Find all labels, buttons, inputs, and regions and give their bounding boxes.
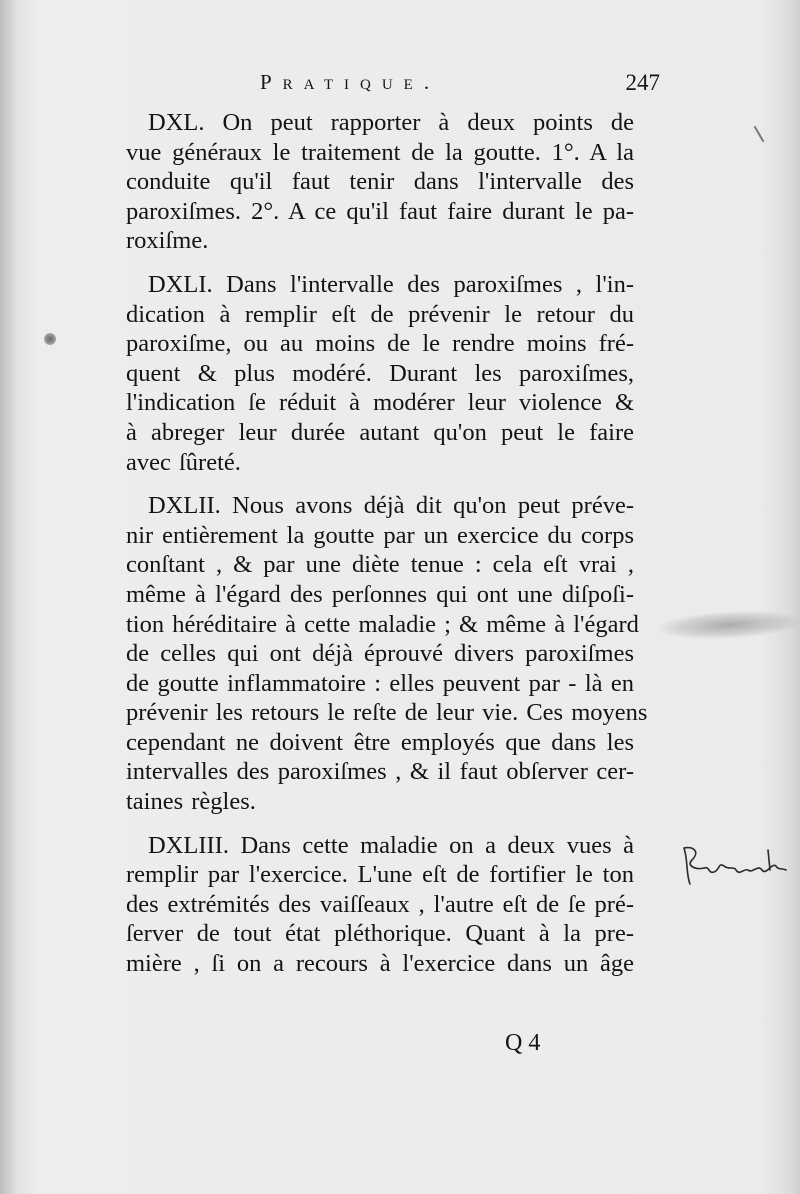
text-line: intervalles des paroxiſmes , & il faut obſerver cer- xyxy=(126,758,634,786)
text-line: DXLII. Nous avons déjà dit qu'on peut préve- xyxy=(148,492,634,520)
paper-smudge xyxy=(659,608,800,641)
text-line: paroxiſme, ou au moins de le rendre moins fré- xyxy=(126,330,634,358)
text-line: quent & plus modéré. Durant les paroxiſmes, xyxy=(126,359,634,387)
text-line: nir entièrement la goutte par un exercice du corps xyxy=(126,521,634,549)
paragraph-dxlii xyxy=(104,491,648,817)
text-line: DXLIII. Dans cette maladie on a deux vues à xyxy=(148,831,634,859)
text-line: des extrémités des vaiſſeaux , l'autre eſt de ſe pré- xyxy=(126,890,634,918)
text-line: remplir par l'exercice. L'une eſt de fortifier le ton xyxy=(126,861,634,889)
text-line: de goutte inflammatoire : elles peuvent par - là en xyxy=(126,669,634,697)
text-line: avec ſûreté. xyxy=(126,448,241,476)
text-line: tion héréditaire à cette maladie ; & même à l'égard xyxy=(126,610,639,638)
paper-mark xyxy=(754,126,765,143)
body-text xyxy=(104,108,648,993)
text-line: conduite qu'il faut tenir dans l'intervalle des xyxy=(126,168,634,196)
paragraph-dxliii xyxy=(104,831,634,979)
running-title: Pratique. xyxy=(260,70,441,94)
paragraph-dxli xyxy=(104,270,634,477)
text-line: DXLI. Dans l'intervalle des paroxiſmes , l'in- xyxy=(148,270,634,298)
text-line: conſtant , & par une diète tenue : cela eſt vrai , xyxy=(126,551,634,579)
text-line: à abreger leur durée autant qu'on peut le faire xyxy=(126,418,634,446)
page-header xyxy=(100,70,660,104)
text-line: ſerver de tout état pléthorique. Quant à la pre- xyxy=(126,920,634,948)
text-line: roxiſme. xyxy=(126,227,209,255)
signature-mark: Q 4 xyxy=(505,1030,541,1056)
page-number: 247 xyxy=(625,70,660,95)
text-line: taines règles. xyxy=(126,788,256,816)
paper-spot xyxy=(44,333,56,345)
paragraph-dxl xyxy=(104,108,634,256)
text-line: paroxiſmes. 2°. A ce qu'il faut faire durant le pa- xyxy=(126,197,634,225)
text-line: vue généraux le traitement de la goutte. 1°. A la xyxy=(126,138,634,166)
text-line: DXL. On peut rapporter à deux points de xyxy=(148,109,634,136)
text-line: mière , ſi on a recours à l'exercice dans un âge xyxy=(126,950,634,978)
text-line: de celles qui ont déjà éprouvé divers paroxiſmes xyxy=(126,640,634,668)
text-line: même à l'égard des perſonnes qui ont une diſpoſi- xyxy=(126,580,634,608)
text-line: cependant ne doivent être employés que dans les xyxy=(126,728,634,756)
handwritten-margin-note xyxy=(678,840,796,890)
text-line: l'indication ſe réduit à modérer leur violence & xyxy=(126,389,634,417)
text-line: dication à remplir eſt de prévenir le retour du xyxy=(126,300,634,328)
text-line: prévenir les retours le reſte de leur vie. Ces moyens xyxy=(126,699,648,727)
